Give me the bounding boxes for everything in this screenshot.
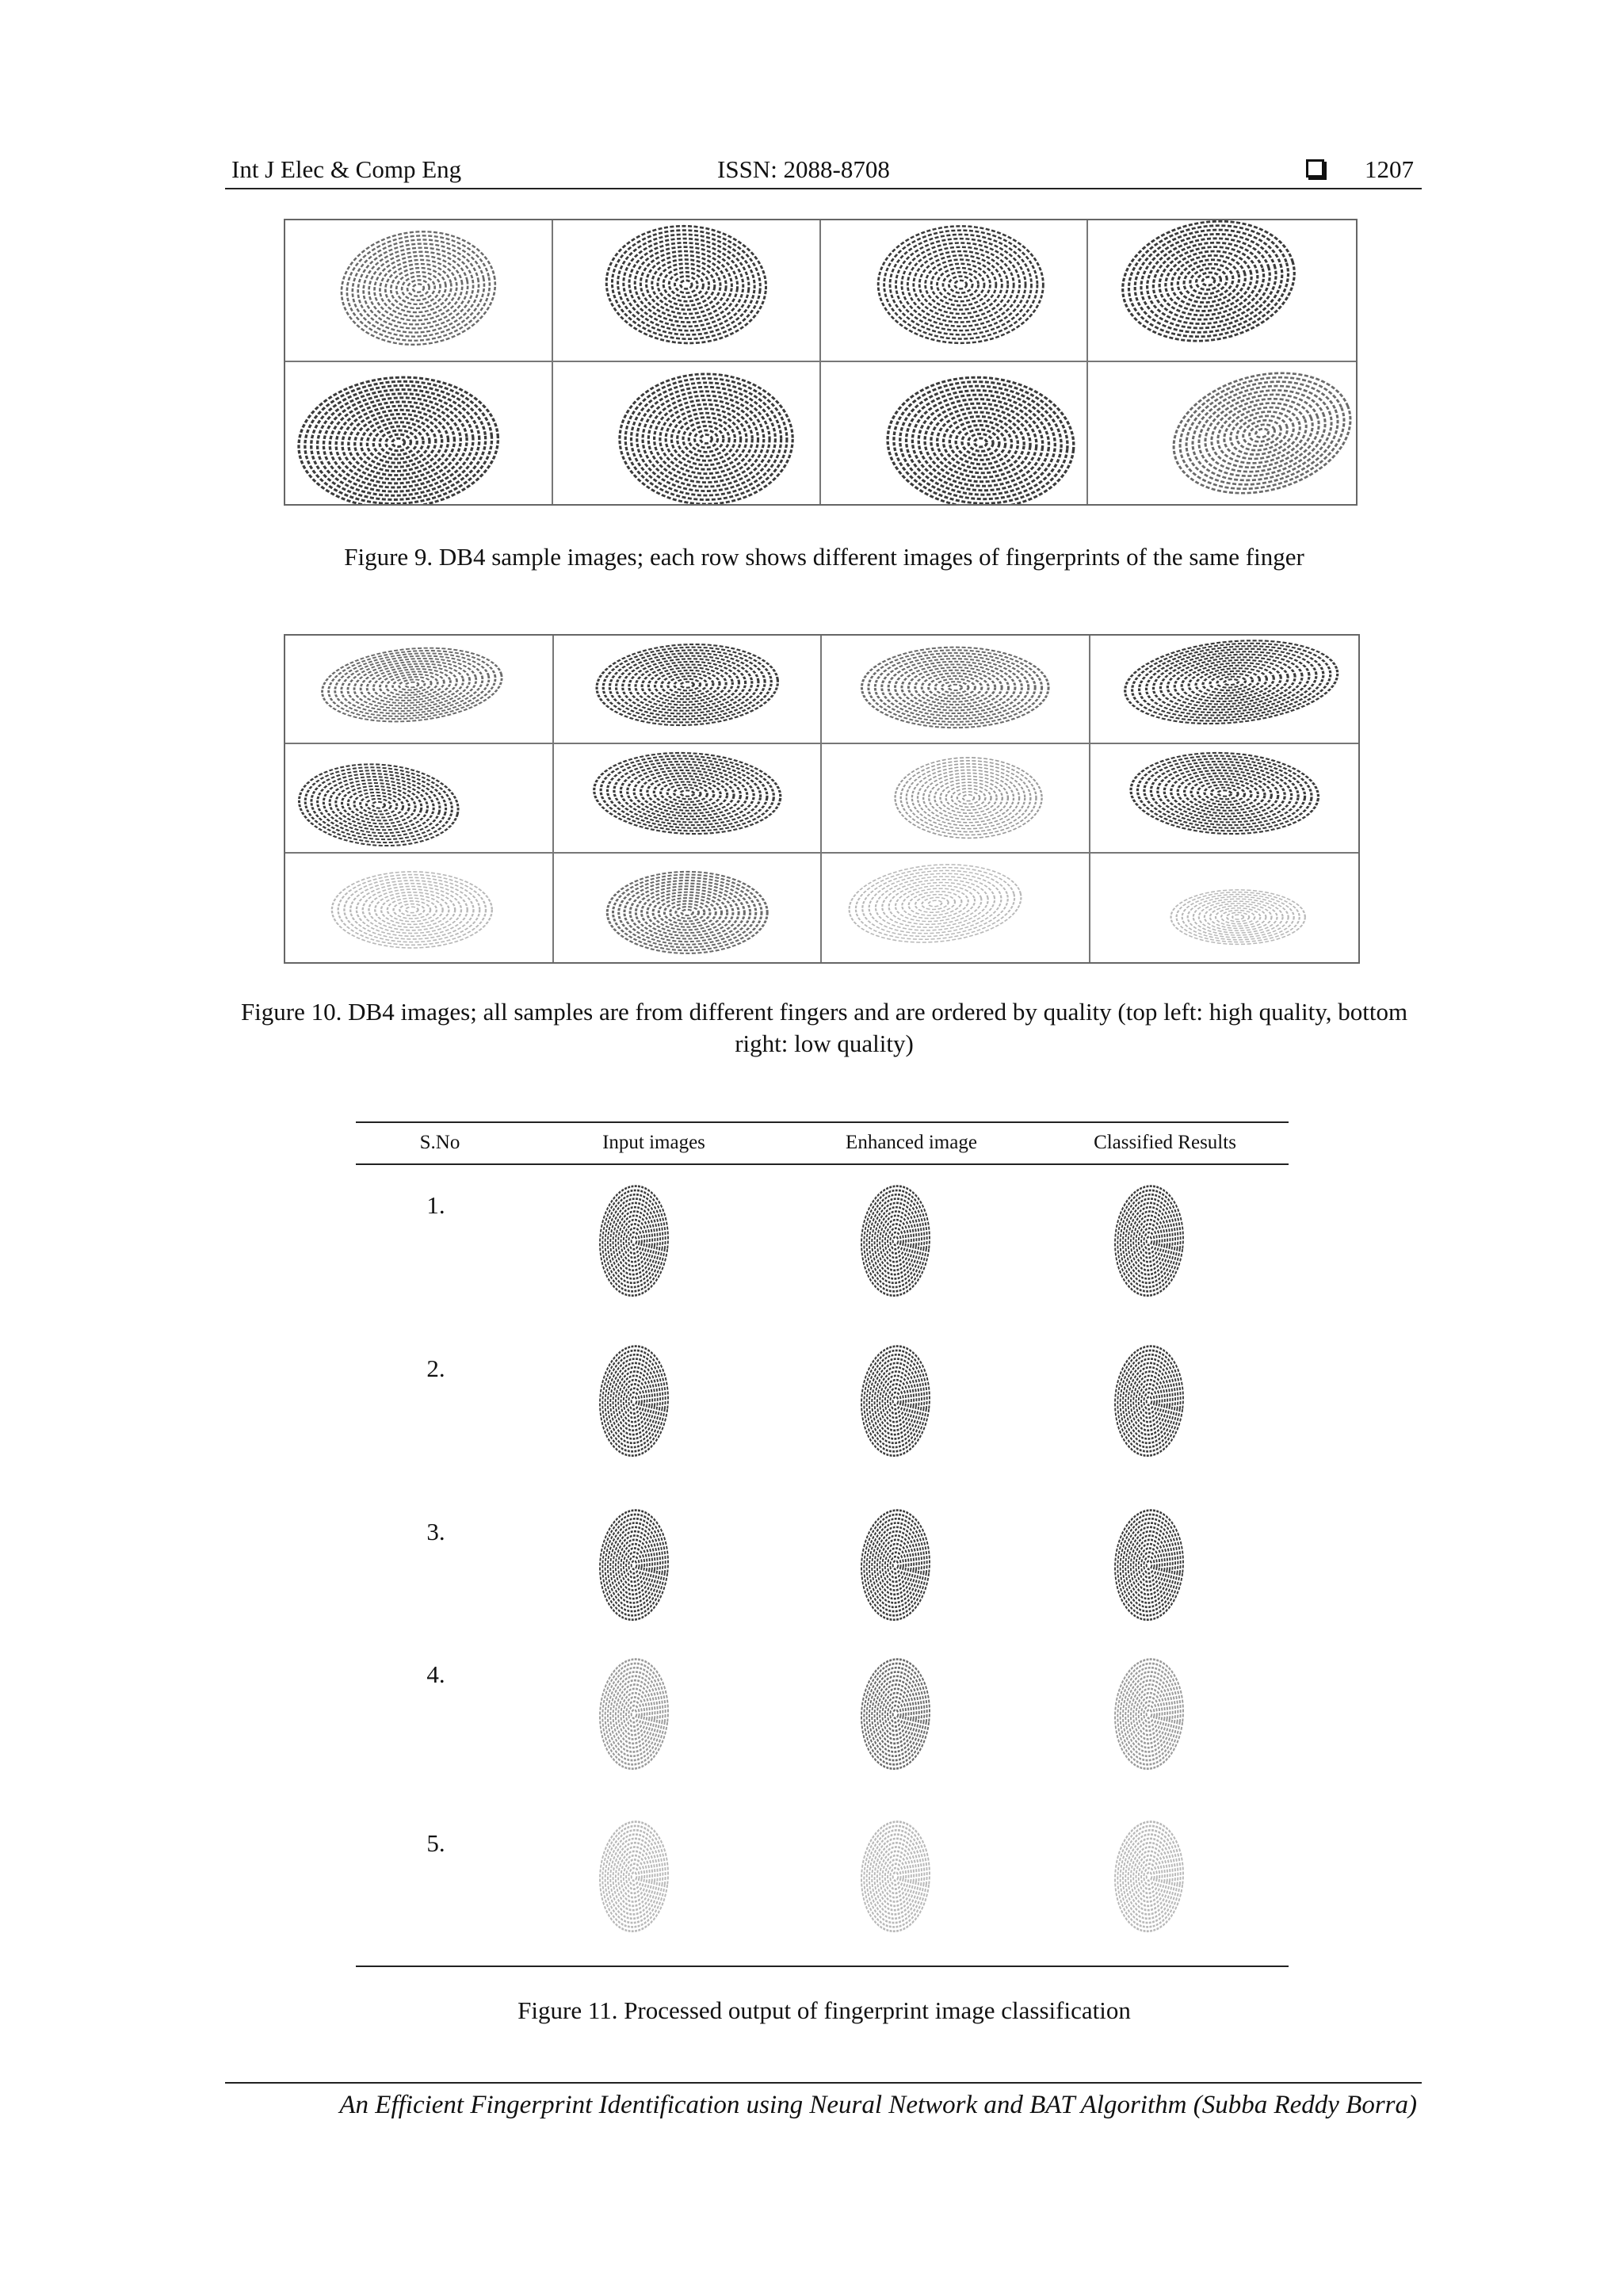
fig9-fingerprint-image	[1088, 220, 1356, 362]
running-title: An Efficient Fingerprint Identification using Neural Network and BAT Algorithm (Subba Reddy Borra)	[339, 2091, 1417, 2119]
figure-11-caption: Figure 11. Processed output of fingerprint image classification	[517, 1996, 1131, 2024]
fig9-fingerprint-image	[285, 362, 553, 504]
row-number: 2.	[426, 1354, 445, 1382]
fig9-fingerprint-image	[821, 220, 1089, 362]
input-fingerprint-image	[559, 1175, 709, 1302]
input-fingerprint-image	[559, 1335, 709, 1462]
input-fingerprint-image	[559, 1811, 709, 1938]
figure-9-image-grid	[284, 219, 1358, 506]
table-top-rule	[356, 1121, 1289, 1123]
classified-fingerprint-image	[1074, 1499, 1224, 1626]
fig9-fingerprint-image	[821, 362, 1089, 504]
fig9-fingerprint-image	[553, 220, 821, 362]
fig10-fingerprint-image	[822, 744, 1090, 853]
column-header-sno: S.No	[419, 1132, 460, 1153]
fig10-fingerprint-image	[554, 744, 823, 853]
classified-fingerprint-image	[1074, 1175, 1224, 1302]
column-header-classified: Classified Results	[1094, 1132, 1236, 1153]
classified-fingerprint-image	[1074, 1335, 1224, 1462]
square-bullet-icon	[1306, 159, 1324, 178]
table-header-rule	[356, 1163, 1289, 1165]
fig10-fingerprint-image	[554, 854, 823, 962]
fig10-fingerprint-image	[554, 636, 823, 744]
fig10-fingerprint-image	[1090, 636, 1359, 744]
fig10-fingerprint-image	[822, 636, 1090, 744]
fig10-fingerprint-image	[285, 744, 554, 853]
figure-10-image-grid	[284, 634, 1360, 964]
figure-9-caption: Figure 9. DB4 sample images; each row shows different images of fingerprints of the same finger	[344, 543, 1304, 571]
issn: ISSN: 2088-8708	[717, 155, 890, 183]
fig10-fingerprint-image	[1090, 854, 1359, 962]
enhanced-fingerprint-image	[820, 1335, 971, 1462]
enhanced-fingerprint-image	[820, 1499, 971, 1626]
fig9-fingerprint-image	[285, 220, 553, 362]
enhanced-fingerprint-image	[820, 1648, 971, 1775]
footer-rule	[225, 2082, 1422, 2084]
page-number: 1207	[1365, 155, 1414, 183]
row-number: 1.	[426, 1191, 445, 1219]
enhanced-fingerprint-image	[820, 1811, 971, 1938]
header-rule	[225, 188, 1422, 189]
fig9-fingerprint-image	[1088, 362, 1356, 504]
journal-name: Int J Elec & Comp Eng	[231, 155, 462, 183]
fig10-fingerprint-image	[285, 636, 554, 744]
input-fingerprint-image	[559, 1499, 709, 1626]
table-bottom-rule	[356, 1966, 1289, 1967]
figure-10-caption: Figure 10. DB4 images; all samples are from different fingers and are ordered by quality (top left: high quality, bottom right: low quality)	[240, 998, 1408, 1057]
column-header-enhanced: Enhanced image	[846, 1132, 977, 1153]
fig9-fingerprint-image	[553, 362, 821, 504]
fig10-fingerprint-image	[822, 854, 1090, 962]
row-number: 3.	[426, 1518, 445, 1545]
fig10-fingerprint-image	[285, 854, 554, 962]
classified-fingerprint-image	[1074, 1811, 1224, 1938]
classified-fingerprint-image	[1074, 1648, 1224, 1775]
enhanced-fingerprint-image	[820, 1175, 971, 1302]
row-number: 5.	[426, 1829, 445, 1857]
column-header-input: Input images	[602, 1132, 705, 1153]
input-fingerprint-image	[559, 1648, 709, 1775]
fig10-fingerprint-image	[1090, 744, 1359, 853]
row-number: 4.	[426, 1660, 445, 1688]
